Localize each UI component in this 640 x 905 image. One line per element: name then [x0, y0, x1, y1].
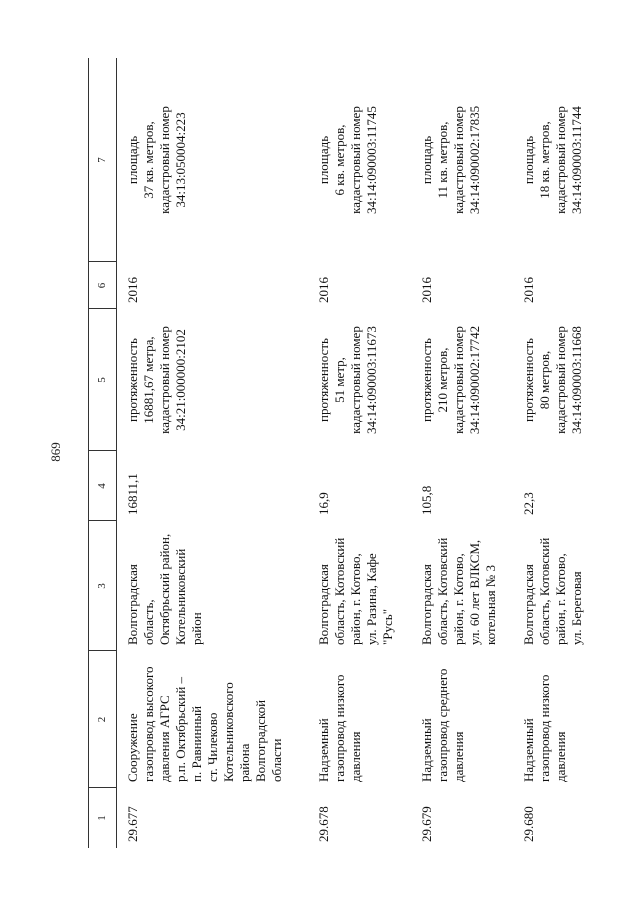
object-year: 2016	[125, 277, 140, 303]
object-address-line: Волгоградская	[521, 564, 536, 645]
row-number: 29.678	[316, 806, 331, 842]
object-name	[521, 651, 569, 782]
object-description-line: протяженность	[521, 338, 536, 422]
object-name-line: давления	[553, 731, 568, 782]
object-address-line: район, г. Котово,	[348, 553, 363, 645]
column-header-6: 6	[96, 282, 108, 289]
object-value: 16,9	[316, 492, 331, 515]
object-address-line: область, Котовский	[332, 537, 347, 645]
object-area-line: площадь	[419, 135, 434, 185]
header-bottom-border	[116, 58, 117, 848]
column-header-5: 5	[96, 377, 108, 383]
object-area-line: площадь	[125, 135, 140, 185]
object-name-line: района	[237, 743, 252, 782]
object-year: 2016	[419, 277, 434, 303]
object-name-line: Надземный	[419, 718, 434, 782]
object-value: 22,3	[521, 492, 536, 515]
object-address-line: Октябрьский район,	[157, 533, 172, 645]
object-description-line: 34:14:090003:11668	[569, 326, 584, 434]
object-name-line: Надземный	[316, 718, 331, 782]
object-area-line: 11 кв. метров,	[435, 121, 450, 199]
row-number: 29.680	[521, 806, 536, 842]
column-header-3: 3	[96, 583, 108, 589]
object-address-line: Котельниковский	[173, 548, 188, 645]
object-description	[316, 309, 380, 451]
object-description-line: 34:21:000000:2102	[173, 329, 188, 431]
object-description-line: кадастровый номер	[553, 326, 568, 434]
object-name-line: газопровод низкого	[537, 674, 552, 782]
object-area-line: 34:13:050004:223	[173, 112, 188, 208]
object-address-line: котельная № 3	[483, 565, 498, 645]
object-address-line: ул. 60 лет ВЛКСМ,	[467, 539, 482, 645]
object-description-line: 16881,67 метра,	[141, 336, 156, 424]
object-area	[316, 58, 380, 262]
object-area-line: площадь	[316, 135, 331, 185]
object-name-line: Волгоградской	[253, 699, 268, 782]
registry-table	[88, 58, 593, 848]
row-number: 29.677	[125, 806, 140, 842]
object-value: 105,8	[419, 485, 434, 515]
object-description	[419, 309, 483, 451]
object-name	[419, 651, 467, 782]
object-year: 2016	[316, 277, 331, 303]
object-address-line: область, Котовский	[537, 537, 552, 645]
object-area-line: кадастровый номер	[348, 106, 363, 214]
column-header-7: 7	[96, 157, 108, 163]
column-header-4: 4	[96, 483, 108, 489]
object-area	[125, 58, 189, 262]
object-name-line: области	[269, 738, 284, 782]
page-number: 869	[48, 442, 63, 462]
object-area-line: 34:14:090002:17835	[467, 105, 482, 215]
object-name-line: Котельниковского	[221, 682, 236, 782]
object-value: 16811,1	[125, 473, 140, 515]
object-name	[125, 651, 285, 782]
object-area-line: 6 кв. метров,	[332, 124, 347, 196]
object-name-line: ст. Чилеково	[205, 712, 220, 782]
object-address	[125, 521, 205, 645]
object-address-line: Волгоградская	[419, 564, 434, 645]
object-area-line: 34:14:090003:11745	[364, 106, 379, 214]
object-address	[521, 521, 585, 645]
object-name-line: газопровод среднего	[435, 668, 450, 782]
object-description-line: 34:14:090003:11673	[364, 326, 379, 434]
object-address-line: область, Котовский	[435, 537, 450, 645]
object-address-line: ул. Береговая	[569, 571, 584, 645]
object-description-line: кадастровый номер	[451, 326, 466, 434]
object-address-line: Волгоградская	[316, 564, 331, 645]
object-area	[521, 58, 585, 262]
object-address-line: Волгоградская	[125, 564, 140, 645]
object-address-line: ул. Разина, Кафе	[364, 553, 379, 645]
object-area	[419, 58, 483, 262]
object-year: 2016	[521, 277, 536, 303]
object-name	[316, 651, 364, 782]
object-address-line: район, г. Котово,	[451, 553, 466, 645]
object-address-line: область,	[141, 599, 156, 645]
object-address-line: район	[189, 612, 204, 645]
object-description-line: протяженность	[316, 338, 331, 422]
row-number: 29.679	[419, 806, 434, 842]
object-area-line: 18 кв. метров,	[537, 121, 552, 199]
object-name-line: давления	[348, 731, 363, 782]
object-name-line: Сооружение	[125, 713, 140, 782]
object-name-line: п. Равнинный	[189, 705, 204, 782]
object-description	[521, 309, 585, 451]
object-description-line: протяженность	[419, 338, 434, 422]
object-name-line: газопровод высокого	[141, 666, 156, 782]
object-area-line: кадастровый номер	[553, 106, 568, 214]
object-address-line: "Русь"	[380, 608, 395, 645]
object-area-line: кадастровый номер	[451, 106, 466, 214]
object-area-line: кадастровый номер	[157, 106, 172, 214]
object-name-line: давления	[451, 731, 466, 782]
object-description-line: кадастровый номер	[157, 326, 172, 434]
object-area-line: 34:14:090003:11744	[569, 106, 584, 214]
object-description	[125, 309, 189, 451]
object-description-line: 80 метров,	[537, 350, 552, 410]
object-area-line: площадь	[521, 135, 536, 185]
object-address	[316, 521, 396, 645]
object-name-line: давления АГРС	[157, 695, 172, 782]
object-description-line: кадастровый номер	[348, 326, 363, 434]
object-name-line: газопровод низкого	[332, 674, 347, 782]
object-description-line: протяженность	[125, 338, 140, 422]
object-address	[419, 521, 499, 645]
object-name-line: р.п. Октябрьский –	[173, 676, 188, 782]
object-address-line: район, г. Котово,	[553, 553, 568, 645]
object-description-line: 210 метров,	[435, 347, 450, 413]
column-header-2: 2	[96, 716, 108, 723]
object-description-line: 34:14:090002:17742	[467, 325, 482, 435]
object-description-line: 51 метр,	[332, 357, 347, 403]
column-header-1: 1	[96, 815, 108, 821]
object-area-line: 37 кв. метров,	[141, 121, 156, 199]
object-name-line: Надземный	[521, 718, 536, 782]
